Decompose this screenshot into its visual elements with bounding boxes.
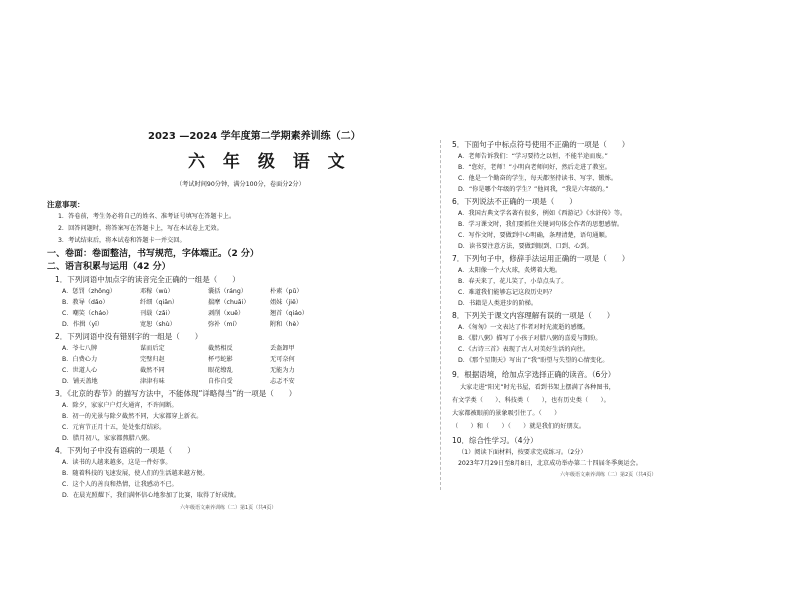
q2-a-2: 谋而后定 <box>140 345 165 352</box>
q8-stem: 8．下列关于课文内容理解有误的一项是（ ） <box>452 311 615 320</box>
q2-stem: 2．下列词语中没有错别字的一组是（ ） <box>55 332 203 341</box>
q7-stem: 7．下列句子中，修辞手法运用正确的一项是（ ） <box>452 254 630 263</box>
q7-option-d: D．书籍是人类进步的阶梯。 <box>458 300 538 307</box>
q1-b-4: 姐妹（jiě） <box>270 299 302 306</box>
q5-option-d: D．“你是哪个年级的学生？”他问我，“我是六年级的。” <box>458 186 609 193</box>
q8-option-c: C．《古诗三首》表现了古人对美好生活的向往。 <box>458 346 590 353</box>
q5-option-a: A．老师告诉我们：“学习要持之以恒，不能半途而废。” <box>458 153 608 160</box>
q2-a-4: 丢盔卸甲 <box>270 345 295 352</box>
q2-d-1: D．铺天盖地 <box>62 378 98 385</box>
q10-stem: 10．综合性学习。（4分） <box>452 436 538 445</box>
q4-option-a: A．读书的人越来越多，这是一件好事。 <box>62 459 172 466</box>
q3-option-c: C．元宵节正月十五，处处张灯结彩。 <box>62 424 166 431</box>
q7-option-b: B．春天来了，花儿笑了，小草点头了。 <box>458 278 568 285</box>
q2-b-1: B．白费心力 <box>62 356 98 363</box>
q1-d-4: 附和（hè） <box>270 321 303 328</box>
q9-text-1: 大家走进“阳光”时光书屋，看到书架上摆满了各种图书， <box>460 384 615 391</box>
q3-stem: 3．《北京的春节》的描写方法中，不能体现“详略得当”的一项是（ ） <box>55 389 297 398</box>
section-2-label: 二、语言积累与运用（42 分） <box>47 262 171 272</box>
q7-option-a: A．太阳像一个大火球，炙烤着大地。 <box>458 267 562 274</box>
q4-stem: 4．下列句子中没有语病的一项是（ ） <box>55 446 195 455</box>
q6-option-d: D．读书要注意方法，要做到眼到、口到、心到。 <box>458 243 593 250</box>
q1-d-1: D．作揖（yī） <box>62 321 104 328</box>
q1-a-2: 邓稼（wù） <box>140 288 174 295</box>
q1-c-2: 刊载（zǎi） <box>140 310 174 317</box>
page-1-footer: 六年级语文素养训练（二）第1页（共4页） <box>180 505 277 511</box>
q6-option-a: A．我国古典文学名著有很多，例如《西游记》《水浒传》等。 <box>458 210 627 217</box>
page-2-footer: 六年级语文素养训练（二）第2页（共4页） <box>560 472 657 478</box>
q6-option-b: B．学习课文时，我们要抓住关键词句体会作者的思想感情。 <box>458 221 624 228</box>
q2-c-1: C．世道人心 <box>62 367 98 374</box>
q10-sub: （1）阅读下面材料，按要求完成练习。（2分） <box>458 449 587 456</box>
q5-option-b: B．“您好，老师！”小明向老师问好，然后走进了教室。 <box>458 164 611 171</box>
q1-b-2: 纤细（qiān） <box>140 299 179 306</box>
exam-info: （考试时间90分钟，满分100分，卷面分2分） <box>176 181 305 188</box>
subject-heading: 六 年 级 语 文 <box>188 152 351 172</box>
q2-d-2: 津津有味 <box>140 378 165 385</box>
q9-text-2: 有文学类（ ）、科技类（ ），也有历史类（ ）。 <box>452 397 610 404</box>
q2-d-4: 忐忑不安 <box>270 378 295 385</box>
note-item-1: 1．答卷前，考生务必将自己的姓名、准考证号填写在答题卡上。 <box>58 213 236 220</box>
q8-option-d: D．《那个星期天》写出了“我”盼望与失望的心情变化。 <box>458 357 609 364</box>
q6-stem: 6．下列说法不正确的一项是（ ） <box>452 197 577 206</box>
q2-d-3: 自作自受 <box>208 378 233 385</box>
q1-c-1: C．嘲笑（cháo） <box>62 310 113 317</box>
q4-option-b: B．随着科技的飞速发展，使人们的生活越来越方便。 <box>62 470 209 477</box>
q2-a-1: A．爷七八牌 <box>62 345 98 352</box>
notes-heading: 注意事项： <box>47 200 85 209</box>
page-divider <box>440 140 442 490</box>
q3-option-b: B．初一的光景与除夕截然不同，大家都穿上新衣。 <box>62 413 203 420</box>
note-item-3: 3．考试结束后，将本试卷和答题卡一并交回。 <box>58 237 186 244</box>
q1-a-1: A．惩罚（zhōng） <box>62 288 116 295</box>
q3-option-a: A．除夕，家家户户灯火通宵，不许间断。 <box>62 402 178 409</box>
q9-text-4: （ ）和（ ）（ ）就是我们的好朋友。 <box>452 423 586 430</box>
q1-d-3: 弥补（mí） <box>208 321 241 328</box>
q1-stem: 1．下列词语中加点字的读音完全正确的一组是（ ） <box>55 275 240 284</box>
q1-c-4: 翘首（qiáo） <box>270 310 308 317</box>
q10-text: 2023年7月29日至8月8日，北京成功举办第二十四届冬季奥运会。 <box>458 460 642 467</box>
q5-option-c: C．他是一个勤奋的学生，每天都坚持读书、写字、锻炼。 <box>458 175 618 182</box>
section-1-label: 一、卷面：卷面整洁，书写规范，字体端正。（2 分） <box>47 249 259 259</box>
q3-option-d: D．腊月初八，家家都熬腊八粥。 <box>62 435 154 442</box>
q7-option-c: C．难道我们能够忘记这段历史吗？ <box>458 289 556 296</box>
q1-a-3: 囊括（ráng） <box>208 288 247 295</box>
q2-b-2: 完璧归赵 <box>140 356 165 363</box>
q2-a-3: 截然相反 <box>208 345 233 352</box>
q5-stem: 5．下面句子中标点符号使用不正确的一项是（ ） <box>452 140 630 149</box>
note-item-2: 2．回答问题时，将答案写在答题卡上，写在本试卷上无效。 <box>58 225 223 232</box>
q2-c-4: 无能为力 <box>270 367 295 374</box>
q1-d-2: 宽恕（shù） <box>140 321 176 328</box>
q2-c-3: 眼花缭乱 <box>208 367 233 374</box>
q1-a-4: 朴素（pǔ） <box>270 288 303 295</box>
q2-c-2: 截然不同 <box>140 367 165 374</box>
q9-text-3: 大家都被眼前的景象吸引住了。（ ） <box>452 410 561 417</box>
q8-option-a: A．《匆匆》一文表达了作者对时光流逝的感慨。 <box>458 324 590 331</box>
q1-c-3: 剥削（xuē） <box>208 310 245 317</box>
q1-b-3: 揣摩（chuǎi） <box>208 299 250 306</box>
q4-option-d: D．在晨光照耀下，我们满怀信心地参加了比赛，取得了好成绩。 <box>62 492 241 499</box>
exam-title-line: 2023 —2024 学年度第二学期素养训练（二） <box>148 131 361 142</box>
q8-option-b: B．《腊八粥》描写了小孩子对腊八粥的喜爱与期盼。 <box>458 335 602 342</box>
q6-option-c: C．写作文时，要做到中心明确，条理清楚，语句通顺。 <box>458 232 611 239</box>
q9-stem: 9．根据语境，给加点字选择正确的读音。（6分） <box>452 370 616 379</box>
q2-b-4: 无可奈何 <box>270 356 295 363</box>
q2-b-3: 杯弓蛇影 <box>208 356 233 363</box>
q1-b-1: B．教导（dǎo） <box>62 299 109 306</box>
q4-option-c: C．这个人的善良和热情，让我感动不已。 <box>62 481 178 488</box>
